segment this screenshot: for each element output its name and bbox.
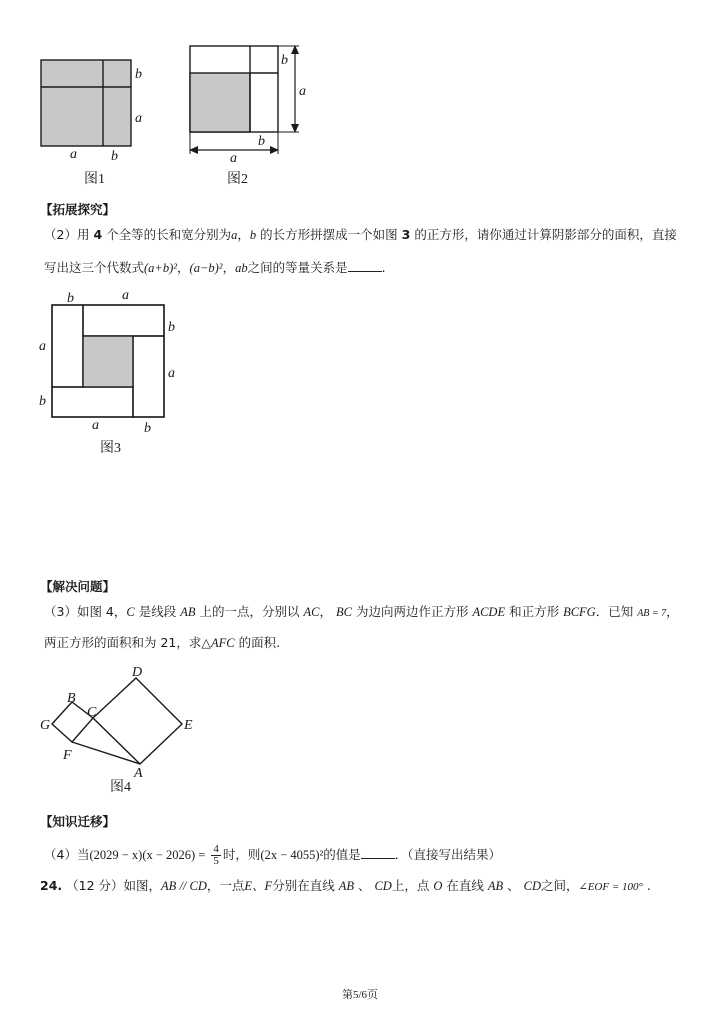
q3-text-5: 和正方形 bbox=[509, 604, 560, 619]
q4-text-2: 时，则 bbox=[222, 847, 261, 862]
fig1-label-b-right: b bbox=[135, 67, 142, 82]
q3-var-c: C bbox=[126, 605, 135, 619]
fig2-label-a-bottom: a bbox=[230, 151, 237, 166]
fig1-label-a-right: a bbox=[135, 111, 142, 126]
q3-seg-bc: BC bbox=[335, 605, 352, 619]
q4-expr-1: (2029 − x)(x − 2026) = bbox=[89, 848, 206, 862]
section-heading-transfer: 【知识迁移】 bbox=[40, 814, 116, 829]
q3-text-6: ．已知 bbox=[595, 604, 634, 619]
fig3-label-b-right-top: b bbox=[168, 320, 175, 335]
q3-text-4: 为边向两边作正方形 bbox=[355, 604, 469, 619]
q3-triangle: △AFC bbox=[201, 636, 235, 650]
q24-line-ab: AB bbox=[338, 879, 354, 893]
q3-seg-ab: AB bbox=[180, 605, 196, 619]
q24-score: （12 分） bbox=[66, 878, 124, 893]
q2-text-4: 的正方形，请你通过计算阴影部分的面积，直接 bbox=[414, 227, 677, 242]
q24-sep-2: 、 bbox=[507, 878, 520, 893]
q4-text-4: ．（直接写出结果） bbox=[394, 847, 502, 862]
q3-comma: ， bbox=[319, 604, 332, 619]
fig4-label-a: A bbox=[134, 766, 143, 781]
q3-square-1: ACDE bbox=[472, 605, 506, 619]
q4-number: （4） bbox=[44, 847, 77, 862]
q4-line bbox=[44, 844, 501, 867]
q3-number: （3） bbox=[44, 604, 77, 619]
q4-text-3: 的值是 bbox=[323, 847, 361, 862]
q3-square-2: BCFG bbox=[563, 605, 596, 619]
q3-line2-text-2: 的面积. bbox=[238, 635, 281, 650]
q2-line2-text-2: 之间的等量关系是 bbox=[247, 260, 348, 275]
q24-angle: ∠EOF = 100° bbox=[578, 881, 643, 893]
fig3-label-a-top: a bbox=[122, 288, 129, 303]
q4-text-1: 当 bbox=[76, 847, 90, 862]
fig1-caption: 图1 bbox=[84, 172, 105, 187]
fig4-label-d: D bbox=[132, 665, 143, 680]
q2-var-a: a bbox=[231, 228, 238, 242]
q2-line2-text-1: 写出这三个代数式 bbox=[44, 260, 145, 275]
q24-points-ef: E、F bbox=[244, 879, 273, 893]
page-number: 第5/6页 bbox=[342, 989, 379, 1001]
q4-fraction bbox=[211, 844, 221, 867]
fig2-label-b-bottom: b bbox=[258, 134, 265, 149]
fig4-label-f: F bbox=[63, 748, 72, 763]
q24-text-5: 在直线 bbox=[446, 878, 484, 893]
q24-line-ab-2: AB bbox=[487, 879, 504, 893]
q24-point-o: O bbox=[433, 879, 443, 893]
q24-end: . bbox=[646, 878, 651, 893]
q4-fraction-denominator: 5 bbox=[213, 855, 219, 867]
q3-condition: AB = 7 bbox=[637, 608, 667, 619]
q24-text-2: ，一点 bbox=[206, 878, 245, 893]
fig3-label-a-bottom: a bbox=[92, 418, 99, 433]
q24-parallel: AB // CD bbox=[161, 879, 207, 893]
fig2-label-a-right: a bbox=[299, 84, 306, 99]
fig4-caption: 图4 bbox=[110, 780, 131, 795]
fig3-label-b-top: b bbox=[67, 291, 74, 306]
fig3-label-a-left: a bbox=[39, 339, 46, 354]
q24-line-cd: CD bbox=[374, 879, 392, 893]
fig4-segment-af bbox=[72, 742, 140, 764]
fig4-label-c: C bbox=[87, 705, 97, 720]
q3-text-1: 如图 4， bbox=[76, 604, 127, 619]
q24-line-cd-2: CD bbox=[523, 879, 541, 893]
q4-fraction-numerator: 4 bbox=[213, 843, 219, 855]
q2-expr-1: (a+b)² bbox=[144, 261, 178, 275]
q24-text-6: 之间， bbox=[540, 878, 579, 893]
q24-text-3: 分别在直线 bbox=[272, 878, 335, 893]
q2-fig-num: 3 bbox=[401, 227, 411, 242]
fig1-label-b-bottom: b bbox=[111, 149, 118, 164]
q2-comma-1: ， bbox=[237, 227, 250, 242]
fig2-caption: 图2 bbox=[227, 172, 248, 187]
q4-expr-2: (2x − 4055)² bbox=[260, 848, 324, 862]
q2-expr-3: ab bbox=[235, 261, 248, 275]
q24-text-4: 上，点 bbox=[391, 878, 430, 893]
fig3-label-b-bottom: b bbox=[144, 421, 151, 436]
q3-text-3: 上的一点，分别以 bbox=[199, 604, 300, 619]
q24-number: 24. bbox=[40, 878, 63, 893]
fig1-label-a-bottom: a bbox=[70, 147, 77, 162]
q2-comma-2: ， bbox=[177, 260, 190, 275]
fig4-square-acde bbox=[93, 678, 182, 764]
section-heading-expand: 【拓展探究】 bbox=[40, 202, 116, 217]
fig2-label-b-right: b bbox=[281, 53, 288, 68]
fig4-label-b: B bbox=[67, 691, 76, 706]
q3-text-2: 是线段 bbox=[138, 604, 177, 619]
q2-text-3: 的长方形拼摆成一个如图 bbox=[260, 227, 398, 242]
fig3-caption: 图3 bbox=[100, 441, 121, 456]
q24-text-1: 如图， bbox=[123, 878, 162, 893]
q2-var-b: b bbox=[249, 228, 257, 242]
q3-seg-ac: AC bbox=[303, 605, 320, 619]
q4-answer-blank[interactable] bbox=[361, 846, 395, 859]
q2-comma-3: ， bbox=[222, 260, 236, 275]
fig4-label-e: E bbox=[184, 718, 193, 733]
q2-expr-2: (a−b)² bbox=[189, 261, 223, 275]
fig3-label-b-left: b bbox=[39, 394, 46, 409]
q24-line bbox=[40, 878, 651, 895]
section-heading-solve: 【解决问题】 bbox=[40, 579, 116, 594]
q2-text-1: 用 bbox=[76, 227, 90, 242]
q2-number: （2） bbox=[44, 227, 77, 242]
q24-sep-1: 、 bbox=[357, 878, 371, 893]
q3-line2-text-1: 两正方形的面积和为 21，求 bbox=[44, 635, 202, 650]
fig3-label-a-right: a bbox=[168, 366, 175, 381]
q2-end: . bbox=[381, 260, 386, 275]
q2-count: 4 bbox=[93, 227, 103, 242]
q2-text-2: 个全等的长和宽分别为 bbox=[106, 227, 232, 242]
fig4-label-g: G bbox=[40, 718, 51, 733]
q3-text-7: ， bbox=[666, 604, 679, 619]
